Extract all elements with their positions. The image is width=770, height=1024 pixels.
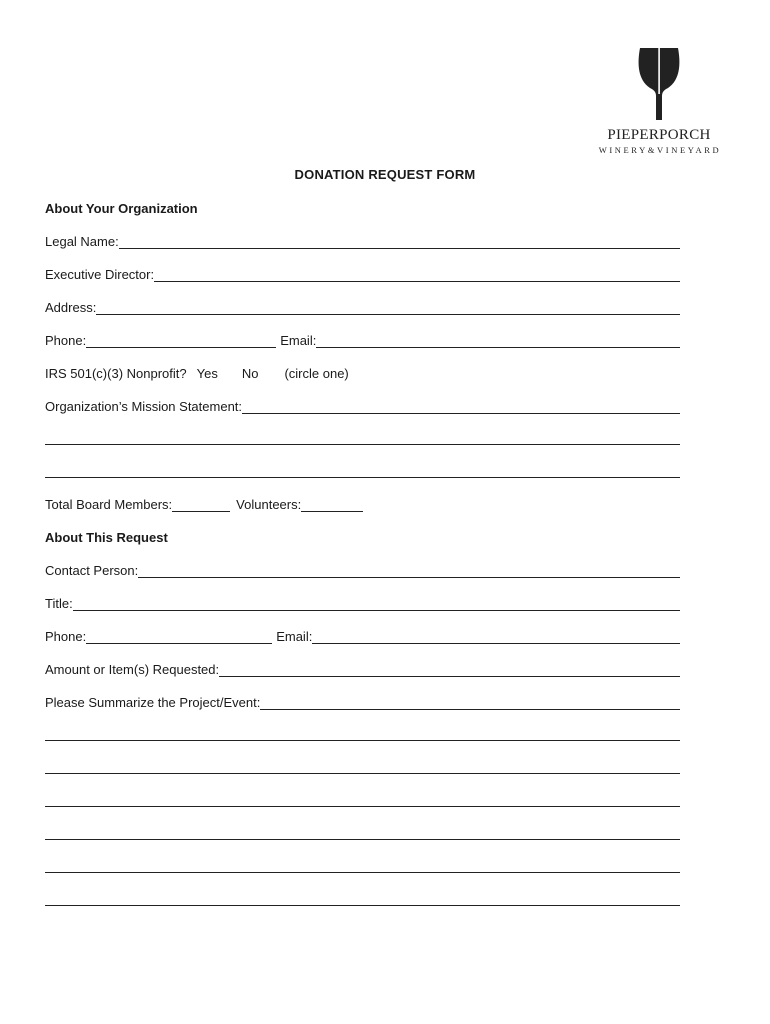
mission-statement-label: Organization’s Mission Statement:: [45, 399, 243, 414]
project-summary-line[interactable]: [45, 740, 680, 741]
irs-nonprofit-row: [45, 364, 680, 381]
title-field[interactable]: [73, 597, 680, 611]
request-phone-field[interactable]: [86, 630, 272, 644]
email-field[interactable]: [316, 334, 680, 348]
mission-statement-line[interactable]: [45, 444, 680, 445]
project-summary-field[interactable]: [260, 696, 680, 710]
amount-requested-row: [45, 660, 680, 677]
project-summary-line[interactable]: [45, 773, 680, 774]
amount-requested-label: Amount or Item(s) Requested:: [45, 662, 220, 677]
project-summary-line[interactable]: [45, 806, 680, 807]
legal-name-field[interactable]: [119, 235, 680, 249]
form-title: DONATION REQUEST FORM: [294, 167, 476, 182]
legal-name-row: [45, 232, 680, 249]
amount-requested-field[interactable]: [219, 663, 680, 677]
circle-one-hint: (circle one): [284, 366, 349, 381]
brand-name: PIEPERPORCH: [607, 127, 711, 143]
irs-question-label: IRS 501(c)(3) Nonprofit?: [45, 366, 187, 381]
project-summary-line[interactable]: [45, 872, 680, 873]
address-row: [45, 298, 680, 315]
volunteers-label: Volunteers:: [236, 497, 302, 512]
executive-director-label: Executive Director:: [45, 267, 155, 282]
request-phone-email-row: [45, 627, 680, 644]
legal-name-label: Legal Name:: [45, 234, 119, 249]
address-label: Address:: [45, 300, 97, 315]
executive-director-row: [45, 265, 680, 282]
phone-field[interactable]: [86, 334, 276, 348]
executive-director-field[interactable]: [154, 268, 680, 282]
request-email-field[interactable]: [312, 630, 680, 644]
mission-statement-field[interactable]: [242, 400, 680, 414]
contact-person-row: [45, 561, 680, 578]
email-label: Email:: [280, 333, 317, 348]
board-volunteers-row: [45, 495, 680, 512]
contact-person-label: Contact Person:: [45, 563, 139, 578]
irs-yes-option[interactable]: Yes: [196, 366, 218, 381]
board-members-label: Total Board Members:: [45, 497, 173, 512]
request-email-label: Email:: [276, 629, 313, 644]
section-heading-request: About This Request: [45, 530, 168, 545]
phone-label: Phone:: [45, 333, 87, 348]
project-summary-row: [45, 693, 680, 710]
project-summary-label: Please Summarize the Project/Event:: [45, 695, 261, 710]
contact-person-field[interactable]: [138, 564, 680, 578]
mission-statement-row: [45, 397, 680, 414]
project-summary-line[interactable]: [45, 905, 680, 906]
section-heading-organization: About Your Organization: [45, 201, 198, 216]
title-row: [45, 594, 680, 611]
pieper-porch-logo: [594, 46, 726, 156]
board-members-field[interactable]: [172, 498, 230, 512]
irs-no-option[interactable]: No: [241, 366, 259, 381]
address-field[interactable]: [96, 301, 680, 315]
project-summary-line[interactable]: [45, 839, 680, 840]
volunteers-field[interactable]: [301, 498, 363, 512]
brand-subtitle: WINERY&VINEYARD: [598, 145, 722, 155]
title-label: Title:: [45, 596, 73, 611]
request-phone-label: Phone:: [45, 629, 87, 644]
mission-statement-line[interactable]: [45, 477, 680, 478]
wine-glass-icon: [636, 46, 682, 124]
phone-email-row: [45, 331, 680, 348]
